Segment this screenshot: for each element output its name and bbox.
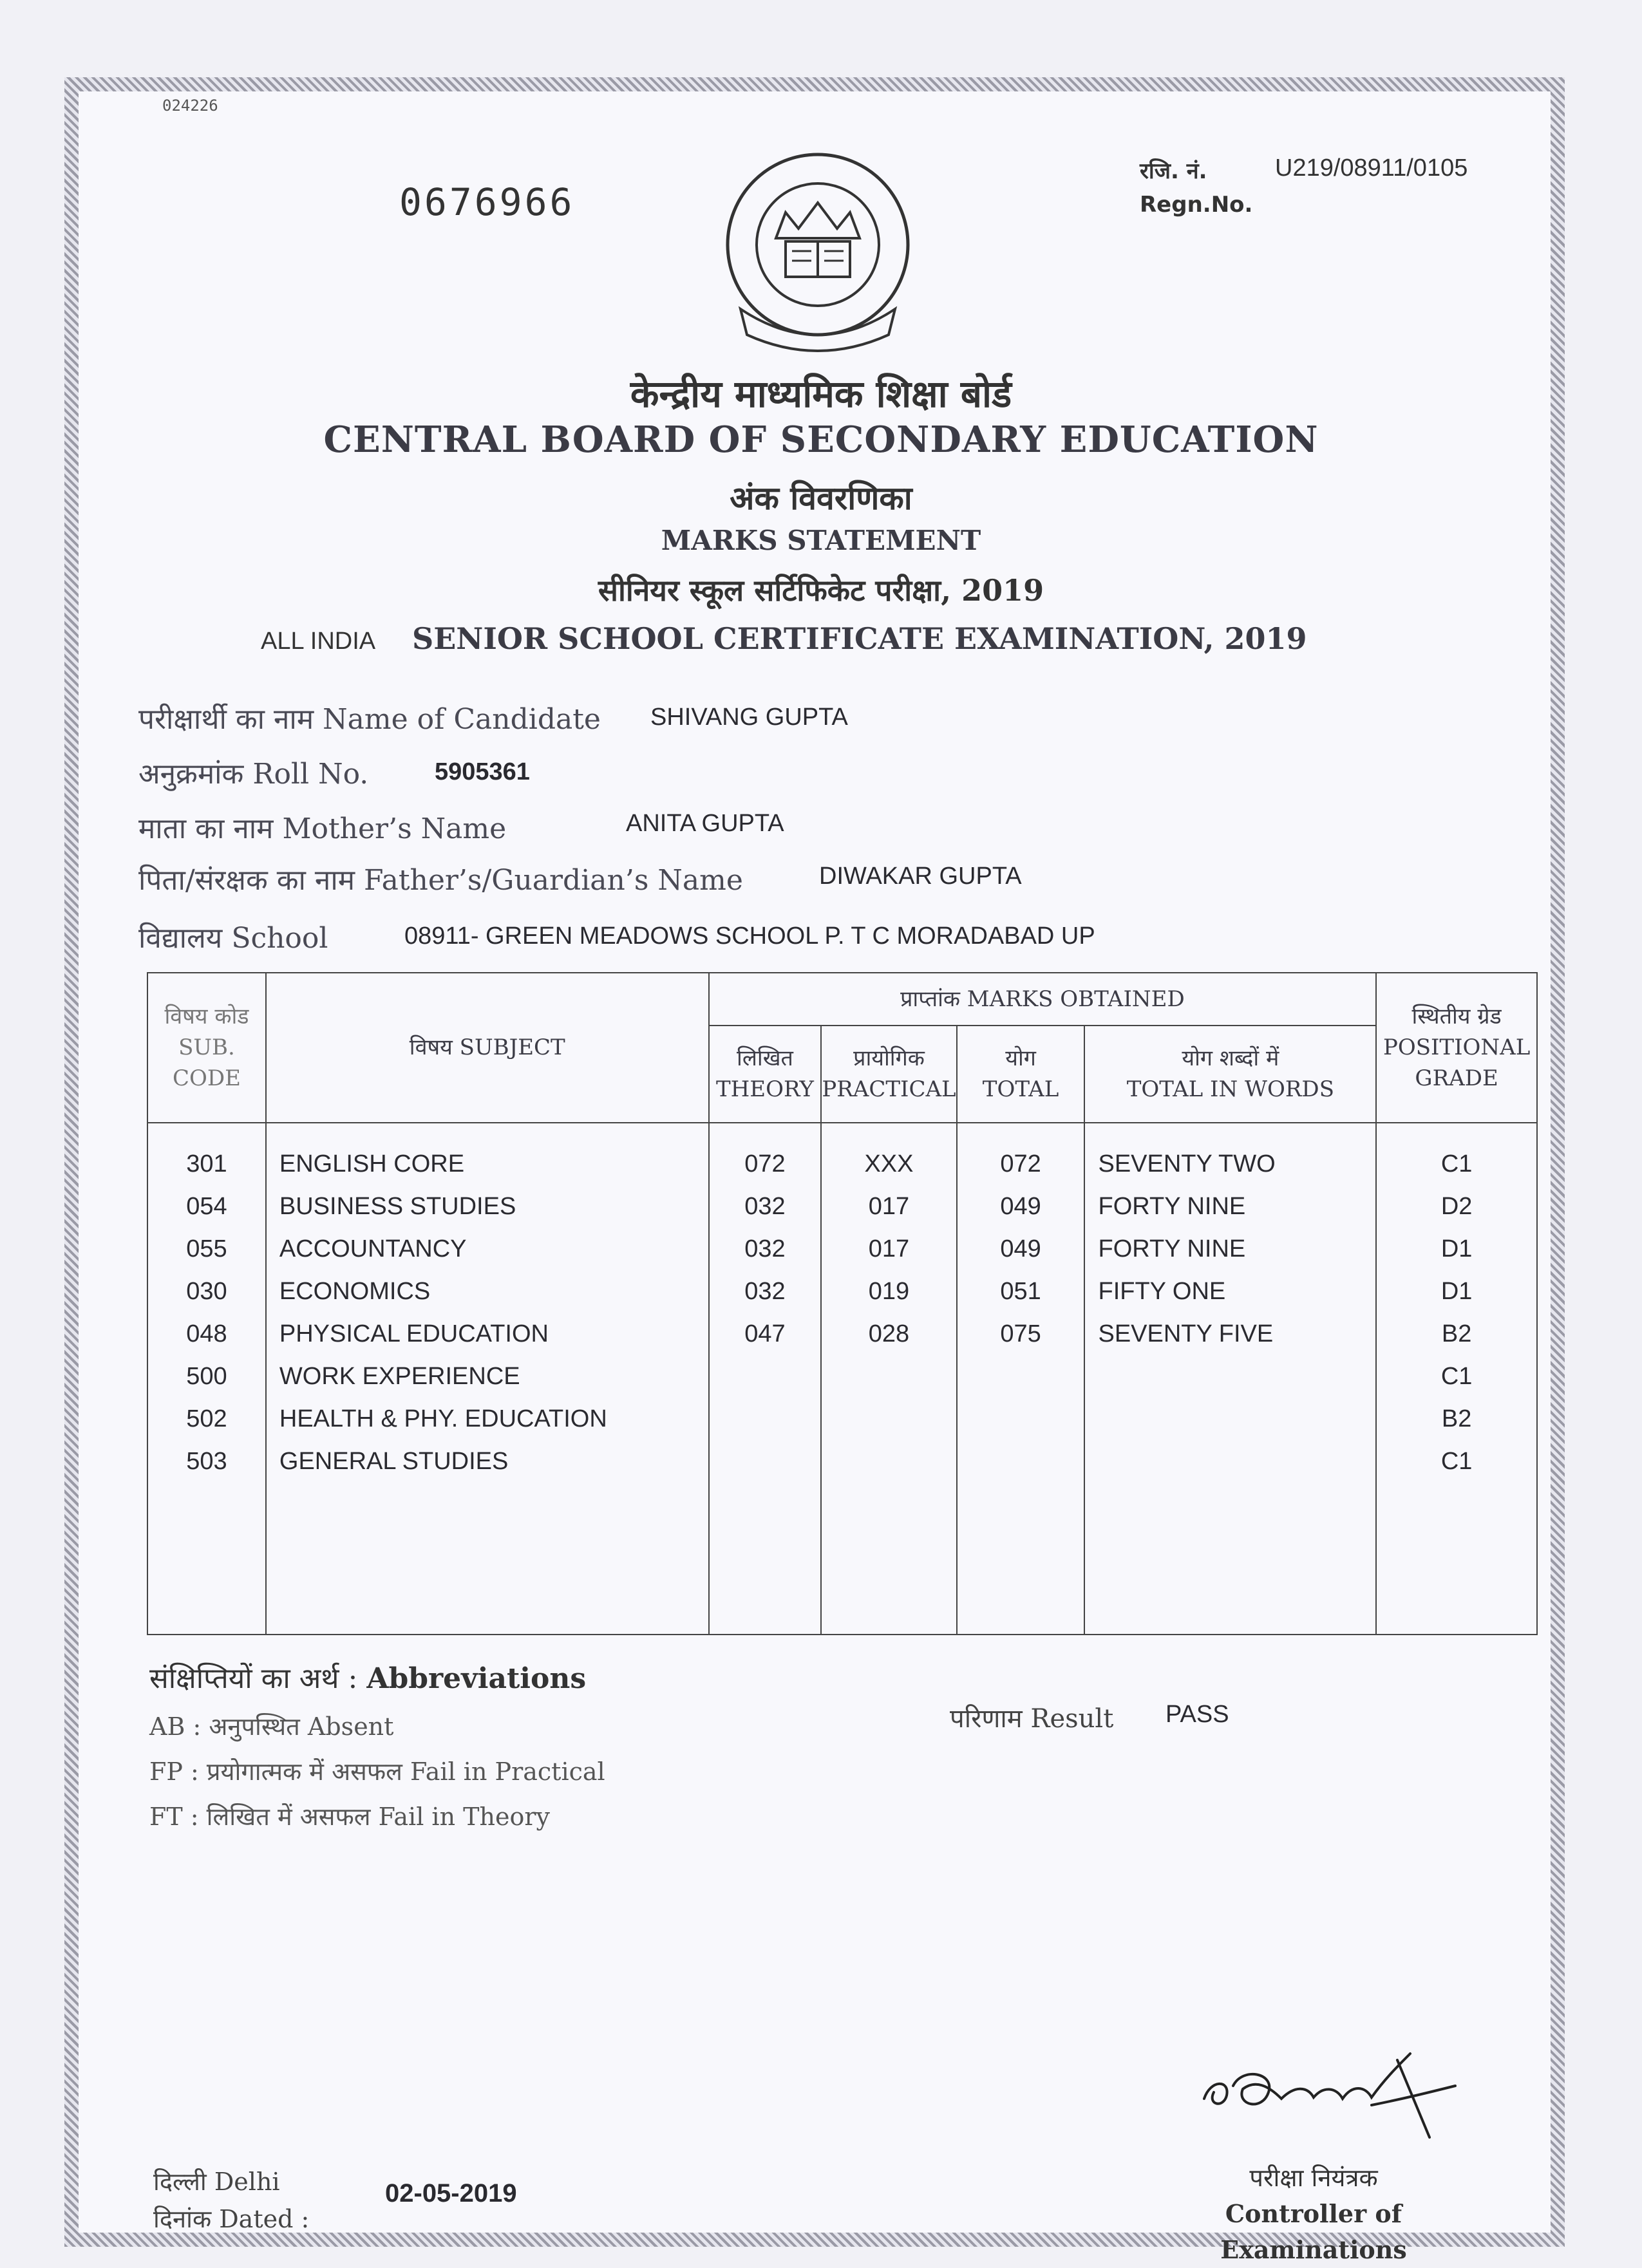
header-sub-code-en1: SUB. [178,1035,235,1061]
controller-title-hi: परीक्षा नियंत्रक [1249,2164,1378,2192]
header-sub-code [147,973,266,1123]
header-practical-en: PRACTICAL [822,1076,956,1103]
regn-label [1140,155,1252,221]
header-theory-en: THEORY [715,1076,814,1103]
header-sub-code-hi: विषय कोड [164,1004,249,1030]
practical-marks: XXX [864,1150,914,1177]
header-total [957,1026,1085,1122]
mother-name: ANITA GUPTA [626,810,784,837]
place-label: दिल्ली Delhi [153,2168,280,2196]
regn-label-en: Regn.No. [1140,192,1253,218]
table-body-row [147,1123,1537,1635]
roll-no-label: अनुक्रमांक Roll No. [138,758,369,791]
theory-marks: 032 [744,1192,786,1220]
subject-name: ENGLISH CORE [279,1150,465,1177]
exam-title-hindi: सीनियर स्कूल सर्टिफिकेट परीक्षा, 2019 [598,573,1044,608]
positional-grade: B2 [1441,1405,1472,1432]
col-total-words [1084,1123,1376,1635]
candidate-name-label: परीक्षार्थी का नाम Name of Candidate [138,703,601,736]
total-in-words: SEVENTY TWO [1098,1150,1276,1177]
header-grade-en2: GRADE [1415,1065,1498,1092]
practical-marks: 017 [868,1235,910,1262]
roll-no: 5905361 [435,758,530,785]
total-in-words: FORTY NINE [1098,1192,1246,1220]
board-name-hindi: केन्द्रीय माध्यमिक शिक्षा बोर्ड [630,372,1012,416]
subject-name: ACCOUNTANCY [279,1235,467,1262]
positional-grade: B2 [1441,1320,1472,1347]
header-theory [709,1026,822,1122]
header-marks-obtained: प्राप्तांक MARKS OBTAINED [709,973,1377,1026]
sub-code: 055 [186,1235,227,1262]
total-in-words: FORTY NINE [1098,1235,1246,1262]
board-name: CENTRAL BOARD OF SECONDARY EDUCATION [323,418,1319,461]
practical-marks: 019 [868,1277,910,1305]
regn-label-hi: रजि. नं. [1140,158,1207,184]
header-practical-hi: प्रायोगिक [853,1045,925,1072]
theory-marks: 072 [744,1150,786,1177]
exam-prefix: ALL INDIA [261,628,376,655]
header-words-hi: योग शब्दों में [1182,1045,1279,1072]
practical-marks: 017 [868,1192,910,1220]
header-positional-grade [1376,973,1537,1123]
cbse-emblem-icon [715,148,921,361]
col-practical [821,1123,956,1635]
header-total-words [1084,1026,1376,1122]
subject-name: BUSINESS STUDIES [279,1192,516,1220]
positional-grade: C1 [1440,1150,1473,1177]
sub-code: 500 [186,1362,227,1390]
sub-code: 502 [186,1405,227,1432]
col-subject [266,1123,709,1635]
total-marks: 051 [1000,1277,1041,1305]
positional-grade: D1 [1440,1277,1473,1305]
positional-grade: C1 [1440,1362,1473,1390]
father-name-label: पिता/संरक्षक का नाम Father’s/Guardian’s Name [138,864,743,897]
controller-title: Controller of Examinations [1220,2199,1407,2264]
sub-code: 048 [186,1320,227,1347]
positional-grade: D1 [1440,1235,1473,1262]
sub-code: 301 [186,1150,227,1177]
header-grade-hi: स्थितीय ग्रेड [1411,1004,1502,1030]
subject-name: PHYSICAL EDUCATION [279,1320,549,1347]
result-label: परिणाम Result [950,1704,1114,1734]
total-marks: 049 [1000,1192,1041,1220]
practical-marks: 028 [868,1320,910,1347]
header-practical [821,1026,956,1122]
abbr-absent: AB : अनुपस्थित Absent [149,1712,394,1741]
total-in-words: SEVENTY FIVE [1098,1320,1274,1347]
total-marks: 075 [1000,1320,1041,1347]
controller-signature-block [1140,2160,1487,2268]
result-value: PASS [1165,1701,1229,1728]
school-name: 08911- GREEN MEADOWS SCHOOL P. T C MORADABAD UP [404,923,1095,950]
header-grade-en1: POSITIONAL [1382,1035,1531,1061]
theory-marks: 032 [744,1235,786,1262]
sub-code: 054 [186,1192,227,1220]
header-sub-code-en2: CODE [172,1065,241,1092]
header-theory-hi: लिखित [737,1045,793,1072]
candidate-name: SHIVANG GUPTA [650,704,848,731]
place-and-date-label [153,2163,309,2238]
header-total-hi: योग [1005,1045,1036,1072]
father-name: DIWAKAR GUPTA [819,863,1022,890]
exam-title: SENIOR SCHOOL CERTIFICATE EXAMINATION, 2019 [412,621,1307,656]
school-label: विद्यालय School [138,922,328,955]
sub-code: 030 [186,1277,227,1305]
issue-date: 02-05-2019 [385,2179,517,2207]
abbreviations-title-hi: संक्षिप्तियों का अर्थ : [149,1662,367,1695]
header-words-en: TOTAL IN WORDS [1126,1076,1334,1103]
subject-name: WORK EXPERIENCE [279,1362,520,1390]
sub-code: 503 [186,1447,227,1475]
certificate-number: 0676966 [399,180,575,224]
abbr-fail-practical: FP : प्रयोगात्मक में असफल Fail in Practical [149,1757,605,1786]
positional-grade: C1 [1440,1447,1473,1475]
signature-icon [1198,2041,1468,2144]
dated-label: दिनांक Dated : [153,2205,310,2233]
table-header-row [147,973,1537,1026]
col-total [957,1123,1085,1635]
col-theory [709,1123,822,1635]
marks-table [147,972,1538,1635]
positional-grade: D2 [1440,1192,1473,1220]
subject-name: HEALTH & PHY. EDUCATION [279,1405,607,1432]
total-in-words: FIFTY ONE [1098,1277,1226,1305]
document-title-hindi: अंक विवरणिका [730,479,912,517]
col-sub-code [147,1123,266,1635]
total-marks: 072 [1000,1150,1041,1177]
theory-marks: 032 [744,1277,786,1305]
abbreviations-title [149,1658,586,1696]
regn-number: U219/08911/0105 [1275,155,1468,182]
subject-name: ECONOMICS [279,1277,431,1305]
header-subject: विषय SUBJECT [266,973,709,1123]
abbreviations-title-en: Abbreviations [366,1662,587,1695]
document-title: MARKS STATEMENT [661,525,981,556]
subject-name: GENERAL STUDIES [279,1447,509,1475]
mother-name-label: माता का नाम Mother’s Name [138,812,507,845]
theory-marks: 047 [744,1320,786,1347]
total-marks: 049 [1000,1235,1041,1262]
header-total-en: TOTAL [982,1076,1059,1103]
abbr-fail-theory: FT : लिखित में असफल Fail in Theory [149,1803,550,1831]
serial-number: 024226 [162,97,218,115]
col-grade [1376,1123,1537,1635]
